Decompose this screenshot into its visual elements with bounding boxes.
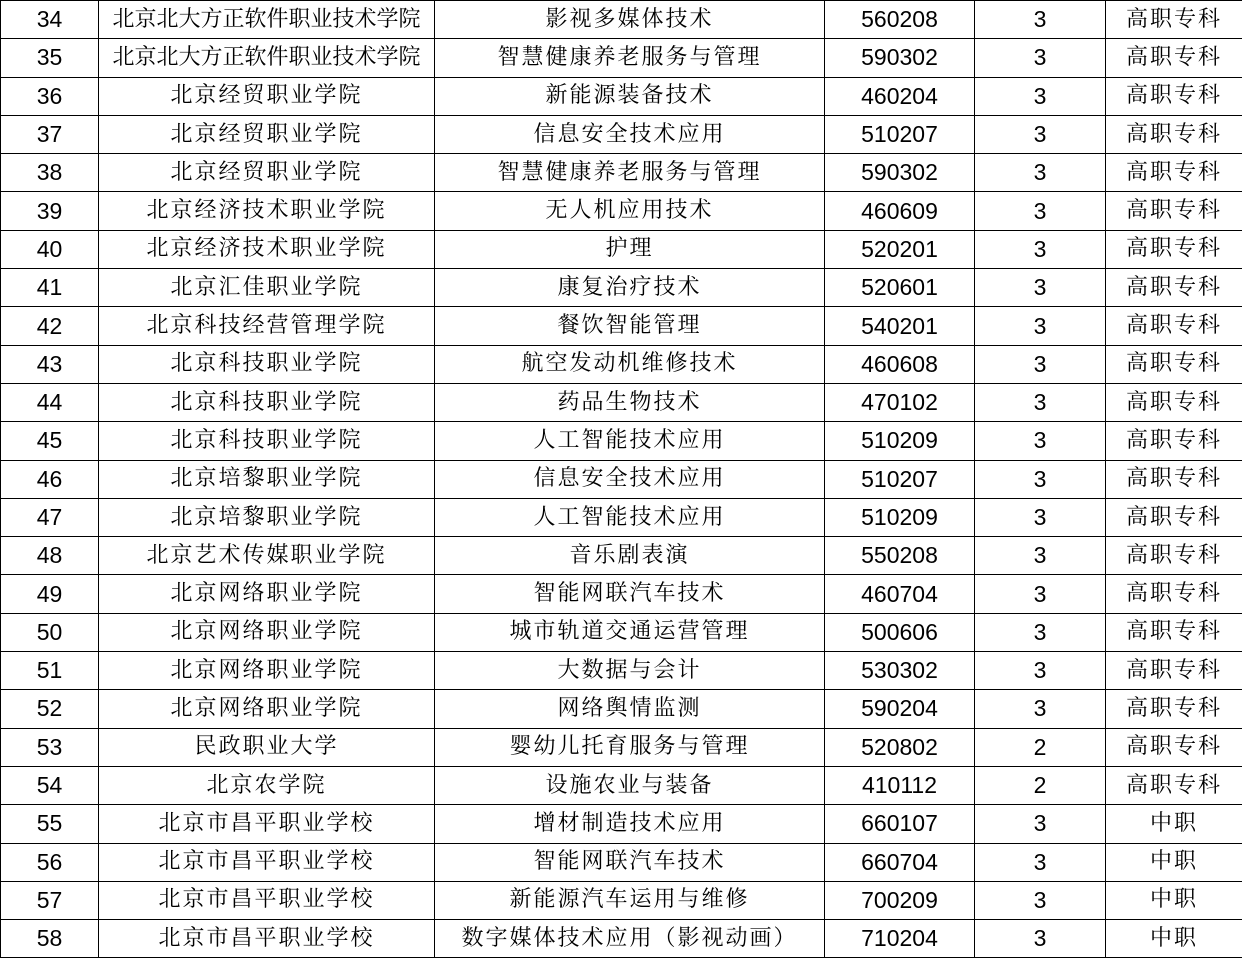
major-name-cell: 信息安全技术应用 bbox=[435, 460, 825, 498]
major-code-cell: 660704 bbox=[825, 843, 975, 881]
table-row bbox=[1, 115, 1242, 153]
education-level-cell: 高职专科 bbox=[1106, 537, 1242, 575]
row-number-cell: 56 bbox=[1, 843, 99, 881]
study-years-cell: 3 bbox=[975, 843, 1106, 881]
table-row bbox=[1, 39, 1242, 77]
table-row bbox=[1, 843, 1242, 881]
major-code-cell: 550208 bbox=[825, 537, 975, 575]
education-level-cell: 高职专科 bbox=[1106, 192, 1242, 230]
major-code-cell: 520201 bbox=[825, 230, 975, 268]
row-number-cell: 49 bbox=[1, 575, 99, 613]
education-level-cell: 高职专科 bbox=[1106, 652, 1242, 690]
study-years-cell: 3 bbox=[975, 154, 1106, 192]
row-number-cell: 57 bbox=[1, 881, 99, 919]
major-code-cell: 700209 bbox=[825, 881, 975, 919]
education-level-cell: 高职专科 bbox=[1106, 154, 1242, 192]
education-level-cell: 高职专科 bbox=[1106, 269, 1242, 307]
table-row bbox=[1, 1, 1242, 39]
row-number-cell: 38 bbox=[1, 154, 99, 192]
school-name-cell: 北京科技职业学院 bbox=[99, 345, 435, 383]
study-years-cell: 3 bbox=[975, 1, 1106, 39]
education-level-cell: 高职专科 bbox=[1106, 77, 1242, 115]
school-name-cell: 北京培黎职业学院 bbox=[99, 498, 435, 536]
table-row bbox=[1, 805, 1242, 843]
school-name-cell: 北京经贸职业学院 bbox=[99, 154, 435, 192]
major-code-cell: 530302 bbox=[825, 652, 975, 690]
study-years-cell: 3 bbox=[975, 345, 1106, 383]
study-years-cell: 3 bbox=[975, 192, 1106, 230]
education-level-cell: 高职专科 bbox=[1106, 728, 1242, 766]
major-code-cell: 520601 bbox=[825, 269, 975, 307]
major-code-cell: 660107 bbox=[825, 805, 975, 843]
school-name-cell: 北京汇佳职业学院 bbox=[99, 269, 435, 307]
education-level-cell: 高职专科 bbox=[1106, 230, 1242, 268]
major-name-cell: 增材制造技术应用 bbox=[435, 805, 825, 843]
table-row bbox=[1, 230, 1242, 268]
table-row bbox=[1, 460, 1242, 498]
school-name-cell: 北京科技职业学院 bbox=[99, 383, 435, 421]
school-name-cell: 北京经贸职业学院 bbox=[99, 115, 435, 153]
major-code-cell: 510209 bbox=[825, 498, 975, 536]
study-years-cell: 3 bbox=[975, 690, 1106, 728]
school-name-cell: 北京网络职业学院 bbox=[99, 613, 435, 651]
study-years-cell: 3 bbox=[975, 881, 1106, 919]
major-code-cell: 710204 bbox=[825, 920, 975, 958]
study-years-cell: 3 bbox=[975, 307, 1106, 345]
study-years-cell: 3 bbox=[975, 422, 1106, 460]
major-code-cell: 470102 bbox=[825, 383, 975, 421]
education-level-cell: 高职专科 bbox=[1106, 613, 1242, 651]
program-table-body bbox=[1, 1, 1242, 958]
row-number-cell: 34 bbox=[1, 1, 99, 39]
table-row bbox=[1, 881, 1242, 919]
table-row bbox=[1, 766, 1242, 804]
table-row bbox=[1, 537, 1242, 575]
row-number-cell: 48 bbox=[1, 537, 99, 575]
row-number-cell: 47 bbox=[1, 498, 99, 536]
table-row bbox=[1, 269, 1242, 307]
school-name-cell: 北京培黎职业学院 bbox=[99, 460, 435, 498]
major-name-cell: 信息安全技术应用 bbox=[435, 115, 825, 153]
table-row bbox=[1, 613, 1242, 651]
major-code-cell: 510209 bbox=[825, 422, 975, 460]
table-row bbox=[1, 498, 1242, 536]
row-number-cell: 43 bbox=[1, 345, 99, 383]
school-name-cell: 北京经济技术职业学院 bbox=[99, 230, 435, 268]
school-name-cell: 北京市昌平职业学校 bbox=[99, 843, 435, 881]
school-name-cell: 民政职业大学 bbox=[99, 728, 435, 766]
major-code-cell: 460704 bbox=[825, 575, 975, 613]
row-number-cell: 46 bbox=[1, 460, 99, 498]
study-years-cell: 3 bbox=[975, 805, 1106, 843]
study-years-cell: 3 bbox=[975, 652, 1106, 690]
table-row bbox=[1, 154, 1242, 192]
major-name-cell: 护理 bbox=[435, 230, 825, 268]
major-name-cell: 网络舆情监测 bbox=[435, 690, 825, 728]
row-number-cell: 58 bbox=[1, 920, 99, 958]
major-name-cell: 人工智能技术应用 bbox=[435, 422, 825, 460]
study-years-cell: 3 bbox=[975, 383, 1106, 421]
school-name-cell: 北京网络职业学院 bbox=[99, 690, 435, 728]
study-years-cell: 3 bbox=[975, 498, 1106, 536]
row-number-cell: 35 bbox=[1, 39, 99, 77]
study-years-cell: 2 bbox=[975, 766, 1106, 804]
study-years-cell: 3 bbox=[975, 613, 1106, 651]
row-number-cell: 55 bbox=[1, 805, 99, 843]
school-name-cell: 北京北大方正软件职业技术学院 bbox=[99, 1, 435, 39]
education-level-cell: 高职专科 bbox=[1106, 1, 1242, 39]
education-level-cell: 高职专科 bbox=[1106, 345, 1242, 383]
major-name-cell: 智慧健康养老服务与管理 bbox=[435, 39, 825, 77]
school-name-cell: 北京农学院 bbox=[99, 766, 435, 804]
education-level-cell: 中职 bbox=[1106, 843, 1242, 881]
table-row bbox=[1, 575, 1242, 613]
school-name-cell: 北京北大方正软件职业技术学院 bbox=[99, 39, 435, 77]
major-name-cell: 康复治疗技术 bbox=[435, 269, 825, 307]
major-name-cell: 设施农业与装备 bbox=[435, 766, 825, 804]
major-name-cell: 婴幼儿托育服务与管理 bbox=[435, 728, 825, 766]
school-name-cell: 北京科技职业学院 bbox=[99, 422, 435, 460]
major-name-cell: 数字媒体技术应用（影视动画） bbox=[435, 920, 825, 958]
study-years-cell: 3 bbox=[975, 575, 1106, 613]
major-name-cell: 新能源装备技术 bbox=[435, 77, 825, 115]
education-level-cell: 高职专科 bbox=[1106, 115, 1242, 153]
major-name-cell: 智能网联汽车技术 bbox=[435, 575, 825, 613]
major-code-cell: 520802 bbox=[825, 728, 975, 766]
education-level-cell: 中职 bbox=[1106, 920, 1242, 958]
table-row bbox=[1, 383, 1242, 421]
study-years-cell: 3 bbox=[975, 920, 1106, 958]
row-number-cell: 42 bbox=[1, 307, 99, 345]
major-name-cell: 音乐剧表演 bbox=[435, 537, 825, 575]
study-years-cell: 3 bbox=[975, 230, 1106, 268]
study-years-cell: 3 bbox=[975, 269, 1106, 307]
major-code-cell: 460608 bbox=[825, 345, 975, 383]
row-number-cell: 40 bbox=[1, 230, 99, 268]
table-row bbox=[1, 920, 1242, 958]
school-name-cell: 北京市昌平职业学校 bbox=[99, 805, 435, 843]
education-level-cell: 高职专科 bbox=[1106, 39, 1242, 77]
table-row bbox=[1, 192, 1242, 230]
major-name-cell: 影视多媒体技术 bbox=[435, 1, 825, 39]
row-number-cell: 37 bbox=[1, 115, 99, 153]
row-number-cell: 53 bbox=[1, 728, 99, 766]
major-name-cell: 城市轨道交通运营管理 bbox=[435, 613, 825, 651]
major-code-cell: 540201 bbox=[825, 307, 975, 345]
row-number-cell: 45 bbox=[1, 422, 99, 460]
row-number-cell: 41 bbox=[1, 269, 99, 307]
education-level-cell: 高职专科 bbox=[1106, 422, 1242, 460]
major-name-cell: 航空发动机维修技术 bbox=[435, 345, 825, 383]
major-code-cell: 590302 bbox=[825, 154, 975, 192]
major-code-cell: 590204 bbox=[825, 690, 975, 728]
table-row bbox=[1, 652, 1242, 690]
major-name-cell: 智慧健康养老服务与管理 bbox=[435, 154, 825, 192]
school-name-cell: 北京科技经营管理学院 bbox=[99, 307, 435, 345]
major-code-cell: 410112 bbox=[825, 766, 975, 804]
school-name-cell: 北京市昌平职业学校 bbox=[99, 920, 435, 958]
major-name-cell: 人工智能技术应用 bbox=[435, 498, 825, 536]
row-number-cell: 50 bbox=[1, 613, 99, 651]
major-code-cell: 460204 bbox=[825, 77, 975, 115]
major-code-cell: 560208 bbox=[825, 1, 975, 39]
education-level-cell: 高职专科 bbox=[1106, 498, 1242, 536]
school-name-cell: 北京艺术传媒职业学院 bbox=[99, 537, 435, 575]
education-level-cell: 中职 bbox=[1106, 805, 1242, 843]
study-years-cell: 3 bbox=[975, 537, 1106, 575]
study-years-cell: 3 bbox=[975, 460, 1106, 498]
table-row bbox=[1, 345, 1242, 383]
major-code-cell: 460609 bbox=[825, 192, 975, 230]
major-name-cell: 新能源汽车运用与维修 bbox=[435, 881, 825, 919]
row-number-cell: 54 bbox=[1, 766, 99, 804]
study-years-cell: 3 bbox=[975, 39, 1106, 77]
major-name-cell: 智能网联汽车技术 bbox=[435, 843, 825, 881]
row-number-cell: 52 bbox=[1, 690, 99, 728]
school-name-cell: 北京网络职业学院 bbox=[99, 575, 435, 613]
education-level-cell: 高职专科 bbox=[1106, 307, 1242, 345]
school-name-cell: 北京市昌平职业学校 bbox=[99, 881, 435, 919]
education-level-cell: 高职专科 bbox=[1106, 460, 1242, 498]
major-code-cell: 500606 bbox=[825, 613, 975, 651]
row-number-cell: 51 bbox=[1, 652, 99, 690]
row-number-cell: 39 bbox=[1, 192, 99, 230]
major-name-cell: 大数据与会计 bbox=[435, 652, 825, 690]
major-name-cell: 无人机应用技术 bbox=[435, 192, 825, 230]
study-years-cell: 2 bbox=[975, 728, 1106, 766]
table-row bbox=[1, 728, 1242, 766]
major-name-cell: 药品生物技术 bbox=[435, 383, 825, 421]
study-years-cell: 3 bbox=[975, 115, 1106, 153]
school-name-cell: 北京经贸职业学院 bbox=[99, 77, 435, 115]
major-code-cell: 510207 bbox=[825, 115, 975, 153]
table-row bbox=[1, 422, 1242, 460]
education-level-cell: 中职 bbox=[1106, 881, 1242, 919]
table-row bbox=[1, 690, 1242, 728]
major-code-cell: 590302 bbox=[825, 39, 975, 77]
school-name-cell: 北京经济技术职业学院 bbox=[99, 192, 435, 230]
table-row bbox=[1, 307, 1242, 345]
major-name-cell: 餐饮智能管理 bbox=[435, 307, 825, 345]
education-level-cell: 高职专科 bbox=[1106, 383, 1242, 421]
major-code-cell: 510207 bbox=[825, 460, 975, 498]
table-row bbox=[1, 77, 1242, 115]
school-name-cell: 北京网络职业学院 bbox=[99, 652, 435, 690]
row-number-cell: 36 bbox=[1, 77, 99, 115]
study-years-cell: 3 bbox=[975, 77, 1106, 115]
education-level-cell: 高职专科 bbox=[1106, 690, 1242, 728]
education-level-cell: 高职专科 bbox=[1106, 575, 1242, 613]
row-number-cell: 44 bbox=[1, 383, 99, 421]
education-level-cell: 高职专科 bbox=[1106, 766, 1242, 804]
